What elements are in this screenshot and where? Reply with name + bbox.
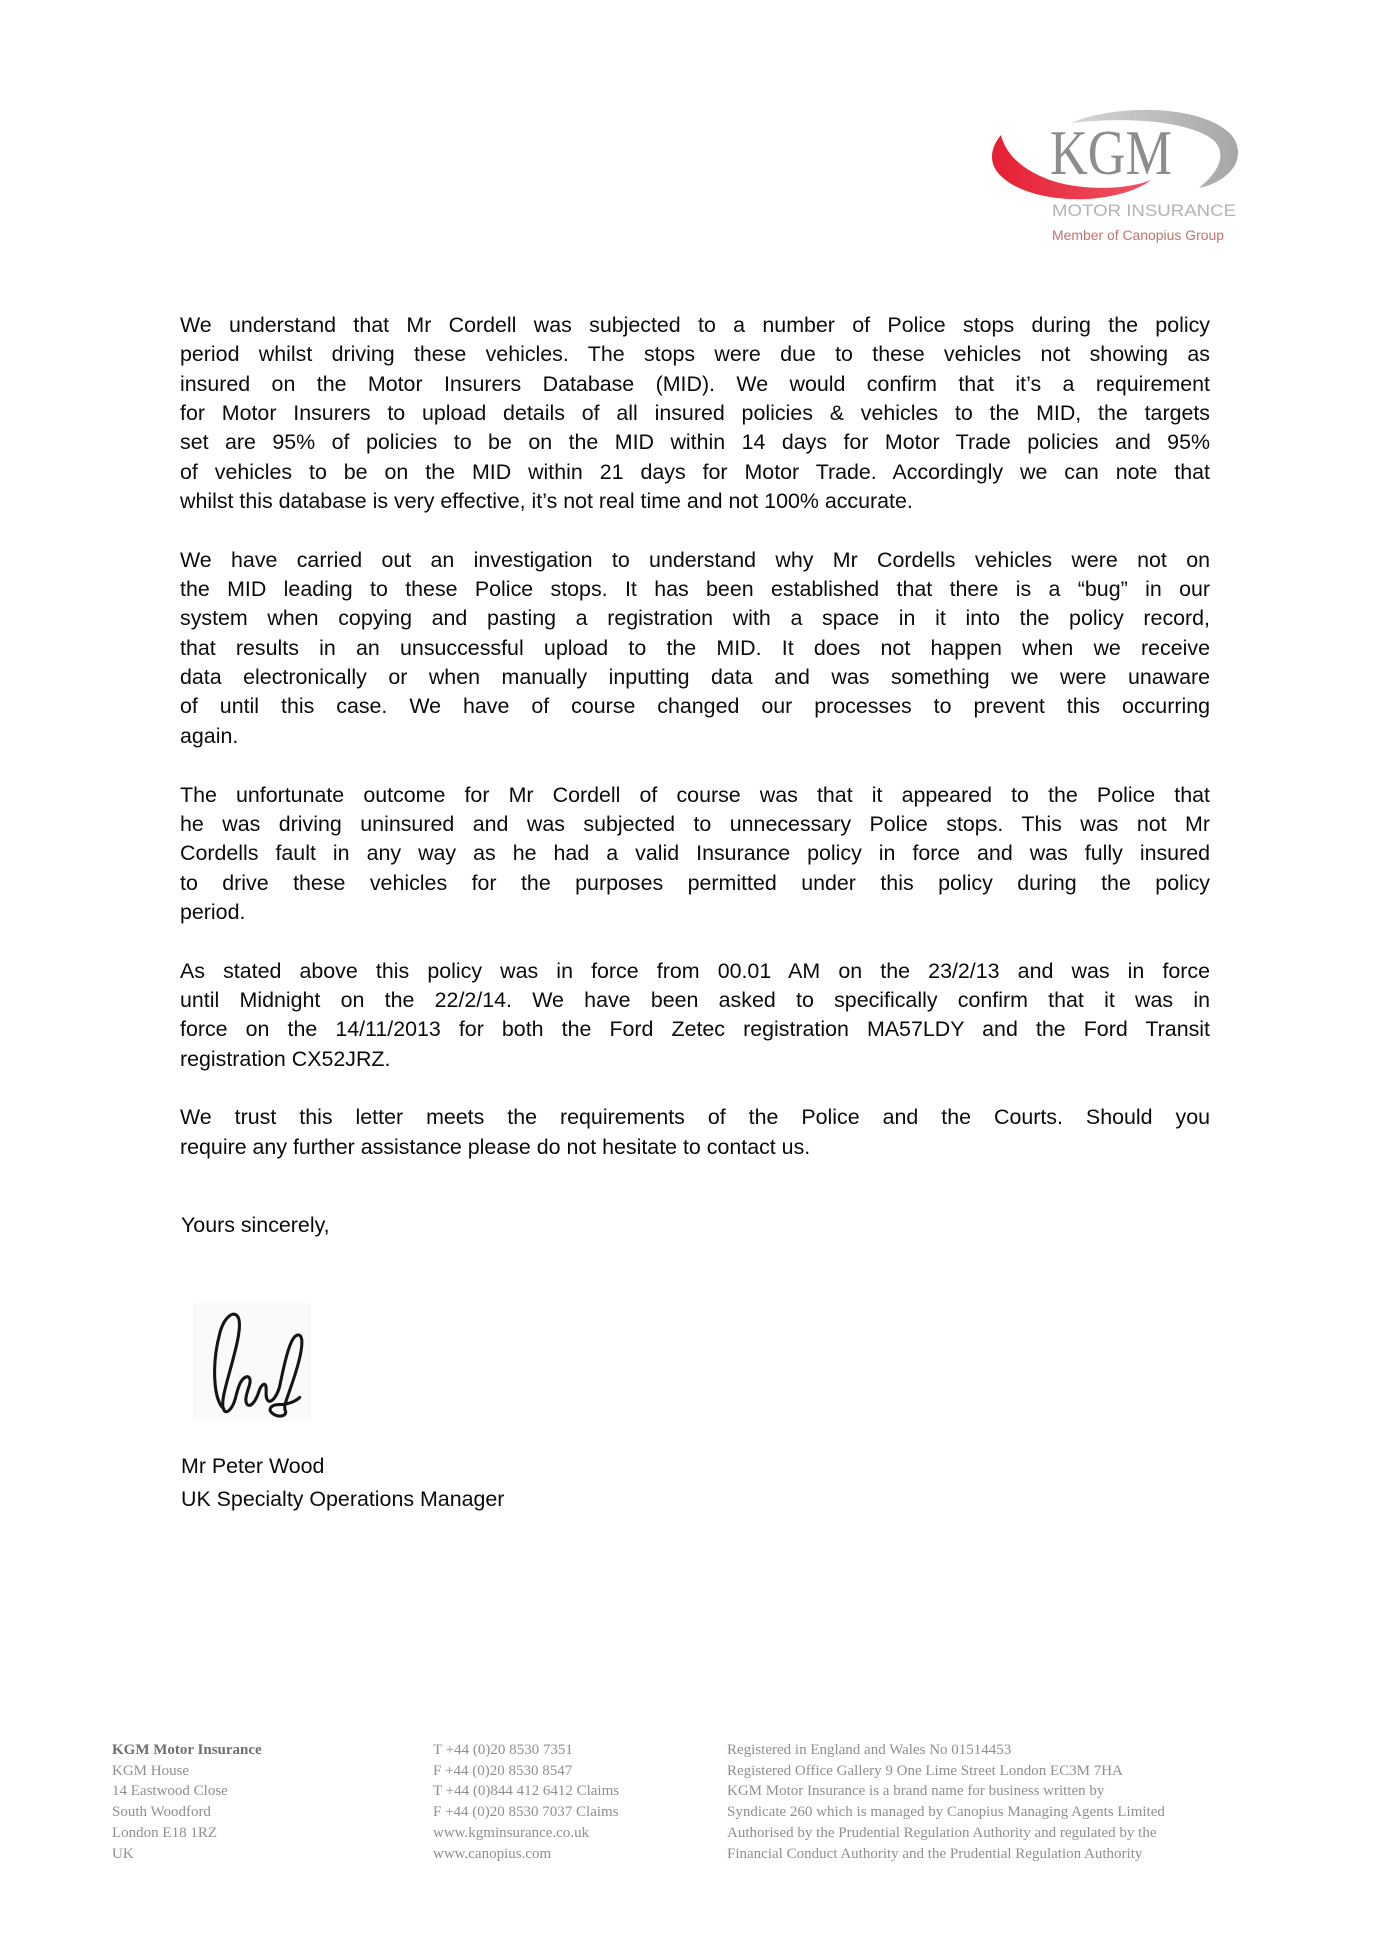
letter-line: require any further assistance please do not hesitate to contact us.: [180, 1134, 811, 1159]
footer-line: T +44 (0)844 412 6412 Claims: [433, 1783, 620, 1800]
letter-line: again.: [180, 723, 239, 748]
footer-line: T +44 (0)20 8530 7351: [433, 1742, 573, 1758]
letter-line: period whilst driving these vehicles. The stops were due to these vehicles not showing as: [180, 342, 1210, 367]
letter-line: force on the 14/11/2013 for both the Ford Zetec registration MA57LDY and the Ford Transit: [180, 1017, 1210, 1042]
letter-line: of until this case. We have of course changed our processes to prevent this occurring: [180, 694, 1210, 719]
footer-address-lines: [112, 1761, 412, 1865]
letter-line: registration CX52JRZ.: [180, 1046, 391, 1071]
signatory-name: Mr Peter Wood: [181, 1454, 325, 1478]
letter-line: of vehicles to be on the MID within 21 days for Motor Trade. Accordingly we can note that: [180, 459, 1210, 484]
brand-text: KGM: [1050, 117, 1172, 188]
letter-line: We have carried out an investigation to understand why Mr Cordells vehicles were not on: [180, 547, 1210, 572]
footer-line: Registered in England and Wales No 01514453: [727, 1742, 1012, 1758]
paragraph: [180, 957, 1210, 1074]
signature-image: [193, 1303, 311, 1421]
footer-line: 14 Eastwood Close: [112, 1783, 228, 1800]
logo-membership: Member of Canopius Group: [1052, 228, 1224, 243]
paragraph: [180, 546, 1210, 751]
letter-line: system when copying and pasting a registration with a space in it into the policy record,: [180, 606, 1210, 631]
paragraph: [180, 781, 1210, 928]
letter-line: Cordells fault in any way as he had a valid Insurance policy in force and was fully insured: [180, 841, 1210, 866]
footer-legal-column: [727, 1740, 1197, 1864]
signatory-title: UK Specialty Operations Manager: [181, 1487, 505, 1511]
letter-line: The unfortunate outcome for Mr Cordell of course was that it appeared to the Police that: [180, 782, 1210, 807]
letter-line: set are 95% of policies to be on the MID within 14 days for Motor Trade policies and 95%: [180, 430, 1210, 455]
footer-line: KGM Motor Insurance is a brand name for business written by: [727, 1783, 1105, 1800]
letter-line: period.: [180, 899, 246, 924]
letter-line: until Midnight on the 22/2/14. We have been asked to specifically confirm that it was in: [180, 987, 1210, 1012]
footer-line: South Woodford: [112, 1804, 211, 1821]
letter-line: for Motor Insurers to upload details of all insured policies & vehicles to the MID, the targets: [180, 401, 1210, 426]
letter-body: [180, 311, 1210, 1162]
paragraph: [180, 311, 1210, 516]
logo-tagline: MOTOR INSURANCE: [1052, 201, 1236, 220]
letter-line: We trust this letter meets the requirements of the Police and the Courts. Should you: [180, 1105, 1210, 1130]
letter-line: he was driving uninsured and was subjected to unnecessary Police stops. This was not Mr: [180, 811, 1210, 836]
footer-company-name: KGM Motor Insurance: [112, 1742, 262, 1758]
footer-line: F +44 (0)20 8530 8547: [433, 1762, 573, 1779]
signatory-block: [181, 1450, 504, 1516]
footer-line: Registered Office Gallery 9 One Lime Street London EC3M 7HA: [727, 1762, 1123, 1779]
paragraph: [180, 1103, 1210, 1162]
letter-line: We understand that Mr Cordell was subjected to a number of Police stops during the policy: [180, 313, 1210, 337]
footer-line: Financial Conduct Authority and the Prudential Regulation Authority: [727, 1845, 1143, 1862]
footer-contact-column: [433, 1740, 713, 1864]
footer-line: www.kgminsurance.co.uk: [433, 1824, 590, 1841]
footer-line: Authorised by the Prudential Regulation Authority and regulated by the: [727, 1824, 1157, 1841]
footer-line: UK: [112, 1845, 134, 1862]
letter-line: to drive these vehicles for the purposes permitted under this policy during the policy: [180, 870, 1210, 895]
letter-line: As stated above this policy was in force from 00.01 AM on the 23/2/13 and was in force: [180, 958, 1210, 983]
closing-salutation: Yours sincerely,: [181, 1213, 330, 1237]
footer-address-column: [112, 1740, 412, 1864]
signature-scribble-icon: [193, 1303, 311, 1421]
letter-line: data electronically or when manually inputting data and was something we were unaware: [180, 665, 1210, 690]
letter-line: insured on the Motor Insurers Database (MID). We would confirm that it’s a requirement: [180, 371, 1210, 396]
letter-line: that results in an unsuccessful upload to the MID. It does not happen when we receive: [180, 635, 1210, 660]
footer-line: www.canopius.com: [433, 1845, 552, 1862]
letter-line: whilst this database is very effective, it’s not real time and not 100% accurate.: [180, 489, 913, 514]
footer-line: KGM House: [112, 1762, 190, 1779]
letter-line: the MID leading to these Police stops. It has been established that there is a “bug” in our: [180, 577, 1210, 602]
kgm-logo: [988, 108, 1240, 246]
footer-line: Syndicate 260 which is managed by Canopius Managing Agents Limited: [727, 1804, 1165, 1821]
footer-line: F +44 (0)20 8530 7037 Claims: [433, 1804, 619, 1821]
kgm-logo-graphic: [988, 108, 1240, 246]
footer-line: London E18 1RZ: [112, 1824, 217, 1841]
